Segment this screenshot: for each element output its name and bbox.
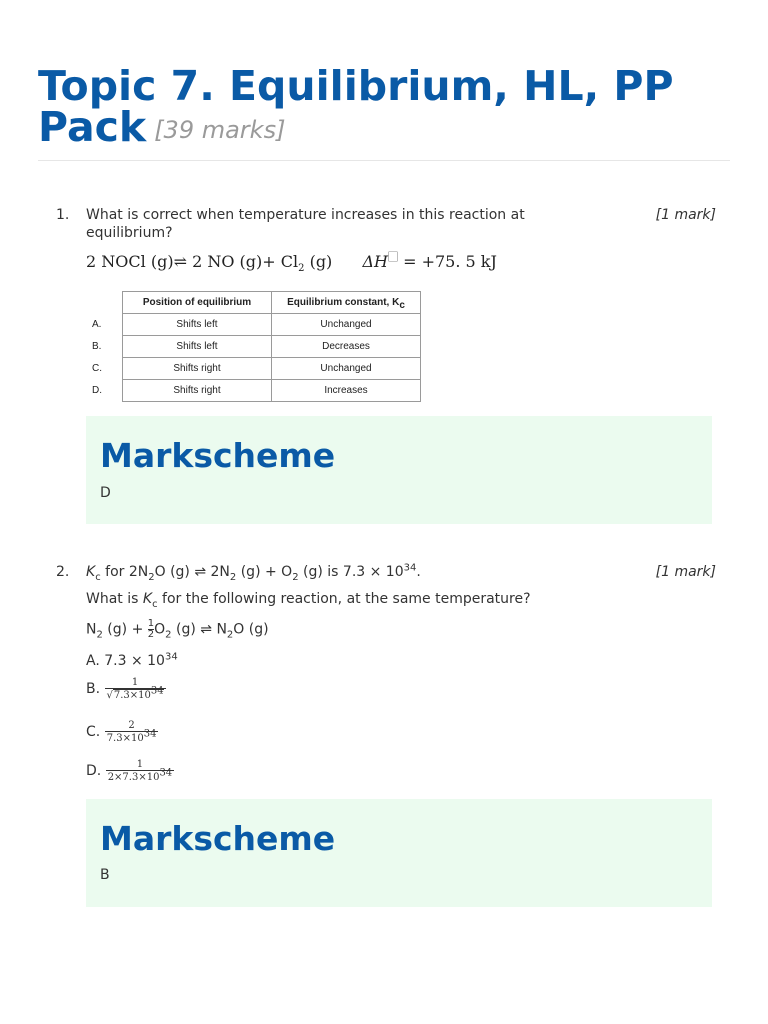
option-d: D. $\frac{1}{2\times 7.3\times 10^{34}}$ — [86, 759, 173, 783]
question-marks: [1 mark] — [655, 564, 716, 580]
page-title — [38, 62, 730, 151]
option-letter: D. — [92, 385, 102, 396]
title-line-1: Topic 7. Equilibrium, HL, PP — [38, 62, 674, 110]
option-letter: C. — [92, 363, 102, 374]
option-b-fraction: $\frac{1}{√7.3\times 10^{34}}$ — [106, 677, 164, 701]
markscheme-answer: B — [100, 867, 110, 883]
equation-lhs: 2 NOCl (g) — [86, 252, 174, 271]
option-c: C. $\frac{2}{7.3\times 10^{34}}$ — [86, 720, 157, 744]
option-position: Shifts right — [123, 380, 272, 402]
title-line-2-text: Pack — [38, 103, 147, 151]
half-fraction: $\frac{1}{2}$ — [147, 618, 155, 640]
markscheme-title: Markscheme — [100, 819, 336, 858]
equation-rhs-end: (g) — [304, 252, 333, 271]
markscheme-box-1 — [86, 416, 712, 524]
standard-state-box: ⃞ — [388, 252, 398, 264]
option-c-fraction: $\frac{2}{7.3\times 10^{34}}$ — [106, 720, 157, 744]
table-header-row — [88, 292, 421, 314]
option-constant: Unchanged — [272, 358, 421, 380]
option-position: Shifts left — [123, 314, 272, 336]
option-letter: B. — [92, 341, 102, 352]
table-row — [88, 314, 421, 336]
equation-rhs: 2 NO (g)+ Cl — [192, 252, 299, 271]
table-row — [88, 380, 421, 402]
question-number: 2. — [56, 564, 70, 580]
equilibrium-arrow: ⇌ — [173, 252, 187, 271]
question-number: 1. — [56, 207, 70, 223]
enthalpy-symbol: ΔH — [362, 252, 388, 271]
title-divider — [38, 160, 730, 161]
table-header-position: Position of equilibrium — [123, 292, 272, 314]
option-d-fraction: $\frac{1}{2\times 7.3\times 10^{34}}$ — [107, 759, 173, 783]
enthalpy-value: = +75. 5 kJ — [403, 252, 497, 271]
options-table — [88, 291, 421, 402]
markscheme-box-2 — [86, 799, 712, 907]
option-constant: Decreases — [272, 336, 421, 358]
option-b: B. $\frac{1}{√7.3\times 10^{34}}$ — [86, 677, 164, 701]
table-header-constant: Equilibrium constant, $K_c$ — [272, 292, 421, 314]
question-text-line-1: $K_c$ for $2N_2O$ (g) ⇌ $2N_2$ $(g) + O_2$ (g) is $7.3 \times 10^{34}$. — [86, 562, 421, 583]
option-position: Shifts left — [123, 336, 272, 358]
option-constant: Increases — [272, 380, 421, 402]
reaction-equation — [86, 252, 497, 275]
option-a: A. $7.3 \times 10^{34}$ — [86, 651, 178, 669]
question-2 — [56, 563, 716, 583]
question-text-line-2: What is $K_c$ for the following reaction, at the same temperature? — [86, 591, 531, 610]
question-marks: [1 mark] — [655, 207, 716, 223]
table-row — [88, 358, 421, 380]
option-constant: Unchanged — [272, 314, 421, 336]
option-letter: A. — [92, 319, 102, 330]
target-reaction: $N_2$ (g) + $\frac{1}{2}$ $O_2$ (g) ⇌ $N_2O$ (g) — [86, 618, 269, 641]
total-marks: [39 marks] — [154, 116, 286, 144]
table-row — [88, 336, 421, 358]
title-line-2 — [38, 103, 730, 151]
question-1 — [56, 206, 716, 246]
question-text: What is correct when temperature increases in this reaction at equilibrium? — [86, 207, 525, 241]
markscheme-answer: D — [100, 485, 111, 501]
option-position: Shifts right — [123, 358, 272, 380]
equation-rhs-subscript: 2 — [298, 263, 305, 275]
markscheme-title: Markscheme — [100, 436, 336, 475]
